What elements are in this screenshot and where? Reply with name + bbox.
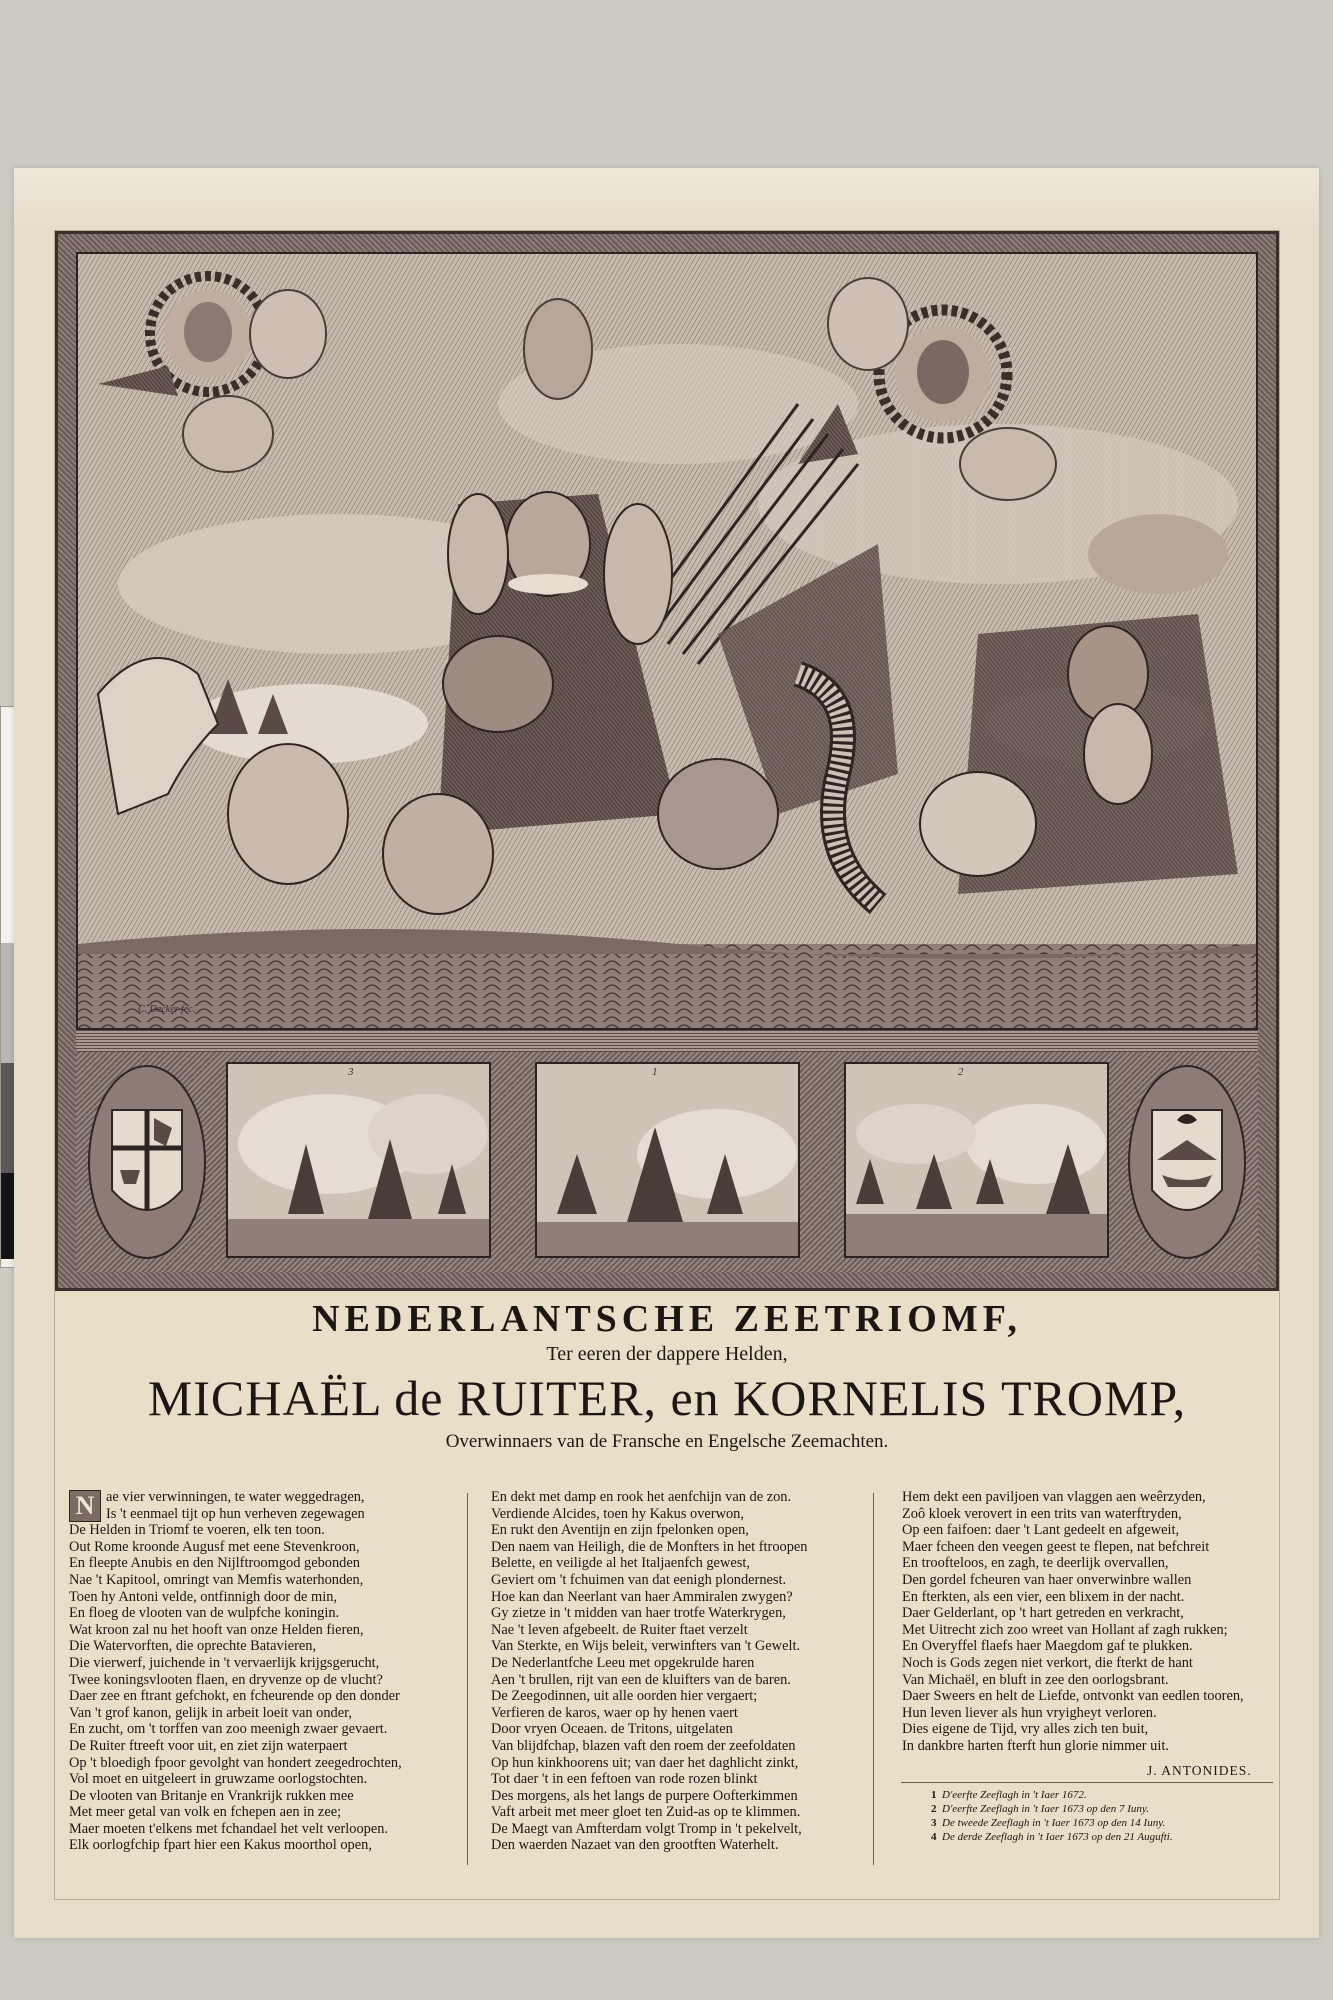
poem-line: Daer zee en ftrant gefchokt, en fcheurende op den donder — [69, 1688, 400, 1705]
poem-line: De Zeegodinnen, uit alle oorden hier vergaert; — [491, 1688, 758, 1705]
poem-column-1 — [69, 1489, 402, 1854]
note-text: D'eerfte Zeeflagh in 't Iaer 1673 op den 7 Iuny. — [942, 1803, 1149, 1815]
poem-line: Verfieren de karos, waer op hy henen vaert — [491, 1704, 738, 1721]
note-number: 2 — [931, 1803, 937, 1815]
poem-line: Op 't bloedigh fpoor gevolght van hondert zeegedrochten, — [69, 1754, 402, 1771]
poem-line: En dekt met damp en rook het aenfchijn van de zon. — [491, 1489, 792, 1505]
poem-line: Out Rome kroonde Augusf met eene Stevenkroon, — [69, 1538, 360, 1555]
poem-line: Gy zietze in 't midden van haer trotfe Waterkrygen, — [491, 1605, 786, 1622]
main-allegorical-engraving — [76, 252, 1258, 1030]
poem-line: Met meer getal van volk en fchepen aen in zee; — [69, 1804, 342, 1821]
battle-notes — [931, 1788, 1173, 1844]
poem-line: Aen 't brullen, rijt van een de kluifters van de baren. — [491, 1671, 791, 1688]
note-item — [931, 1830, 1173, 1844]
poem-line: En fleepte Anubis en den Nijlftroomgod gebonden — [69, 1555, 360, 1572]
poem-line: In dankbre harten fterft hun glorie nimmer uit. — [902, 1737, 1169, 1754]
note-text: De tweede Zeeflagh in 't Iaer 1673 op den 14 Iuny. — [942, 1817, 1166, 1829]
poem-line: En troofteloos, en zagh, te deerlijk overvallen, — [902, 1555, 1169, 1572]
poem-line: Den waerden Nazaet van den grootften Waterhelt. — [491, 1837, 779, 1854]
column-divider — [873, 1493, 874, 1865]
poem-line: Die vierwerf, juichende in 't vervaerlijk krijgsgerucht, — [69, 1654, 380, 1671]
note-number: 3 — [931, 1817, 937, 1829]
engraver-signature: C. Decker fec. — [138, 1004, 196, 1015]
poem-line: Op een faifoen: daer 't Lant gedeelt en afgeweit, — [902, 1522, 1180, 1539]
left-coat-of-arms — [82, 1060, 212, 1264]
poem-line: En fterkten, als een vier, een blixem in der nacht. — [902, 1588, 1185, 1605]
battle-vignette-1672 — [535, 1062, 800, 1258]
poem-line: Elk oorlogfchip fpart hier een Kakus moorthol open, — [69, 1837, 372, 1854]
poem-column-3 — [902, 1489, 1244, 1755]
poem-line: Maer fcheen den veegen geest te flepen, nat befchreit — [902, 1538, 1210, 1555]
note-text: De derde Zeeflagh in 't Iaer 1673 op den 21 Augufti. — [942, 1831, 1173, 1843]
poem-line: Hem dekt een paviljoen van vlaggen aen weêrzyden, — [902, 1489, 1206, 1505]
poem-line: En Overyffel flaefs haer Maegdom gaf te plukken. — [902, 1638, 1193, 1655]
poem-line: En floeg de vlooten van de wulpfche koningin. — [69, 1605, 340, 1622]
poem-line: De Ruiter ftreeft voor uit, en ziet zijn waterpaert — [69, 1737, 348, 1754]
poem-line: Van 't grof kanon, gelijk in arbeit loeit van onder, — [69, 1704, 352, 1721]
poem-column-2 — [491, 1489, 808, 1854]
poem-line: Is 't eenmael tijt op hun verheven zegewagen — [106, 1505, 365, 1522]
note-item — [931, 1788, 1173, 1802]
notes-divider — [901, 1782, 1273, 1783]
engraving-plate — [55, 231, 1279, 1291]
poem-line: Van blijdfchap, blazen vaft den roem der zeefoldaten — [491, 1737, 796, 1754]
poem-line: Twee koningsvlooten flaen, en dryvenze op de vlucht? — [69, 1671, 383, 1688]
poem-line: De vlooten van Britanje en Vrankrijk rukken mee — [69, 1787, 354, 1804]
note-item — [931, 1802, 1173, 1816]
poem-line: Die Watervorften, die oprechte Batavieren, — [69, 1638, 317, 1655]
note-text: D'eerfte Zeeflagh in 't Iaer 1672. — [942, 1789, 1087, 1801]
sheet-top-edge — [14, 168, 1319, 228]
poem-line: Hun leven liever als hun vryigheyt verloren. — [902, 1704, 1157, 1721]
poem-line: De Helden in Triomf te voeren, elk ten toon. — [69, 1522, 325, 1539]
drop-capital: N — [69, 1490, 101, 1522]
battle-vignettes-row — [76, 1052, 1258, 1272]
poem-line: Belette, en veiligde al het Italjaenfch gewest, — [491, 1555, 750, 1572]
dedication-line: Ter eeren der dappere Helden, — [546, 1343, 788, 1365]
triumph-scene-illustration — [78, 254, 1256, 1028]
vignette-number: 2 — [958, 1066, 964, 1078]
poem-line: Zoô kloek verovert in een trits van waterftryden, — [902, 1505, 1182, 1522]
poem-line: Geviert om 't fchuimen van dat eenigh plondernest. — [491, 1571, 787, 1588]
poem-line: Toen hy Antoni velde, ontfinnigh door de min, — [69, 1588, 337, 1605]
paper-sheet — [14, 168, 1319, 1938]
poem-line: Hoe kan dan Neerlant van haer Ammiralen zwygen? — [491, 1588, 793, 1605]
battle-vignette-1673-first — [844, 1062, 1109, 1258]
note-number: 4 — [931, 1831, 937, 1843]
poem-line: Nae 't leven afgebeelt. de Ruiter ftaet verzelt — [491, 1621, 748, 1638]
poem-line: Met Uitrecht zich zoo wreet van Hollant af zagh rukken; — [902, 1621, 1228, 1638]
stone-ledge — [76, 1030, 1258, 1054]
note-item — [931, 1816, 1173, 1830]
poem-line: Noch is Gods zegen niet verkort, die fterkt de hant — [902, 1654, 1193, 1671]
note-number: 1 — [931, 1789, 937, 1801]
poem-line: De Nederlantfche Leeu met opgekrulde haren — [491, 1654, 755, 1671]
poem-line: En rukt den Aventijn en zijn fpelonken open, — [491, 1522, 749, 1539]
right-coat-of-arms — [1122, 1060, 1252, 1264]
poem-line: Den naem van Heiligh, die de Monfters in het ftroopen — [491, 1538, 808, 1555]
poem-line: Op hun kinkhoorens uit; van daer het daghlicht zinkt, — [491, 1754, 799, 1771]
poem-line: Daer Gelderlant, op 't hart getreden en verkracht, — [902, 1605, 1184, 1622]
main-title: NEDERLANTSCHE ZEETRIOMF, — [312, 1298, 1022, 1340]
poem-line: Maer moeten t'elkens met fchandael het velt verloopen. — [69, 1820, 389, 1837]
poem-line: Van Michaël, en bluft in zee den oorlogsbrant. — [902, 1671, 1169, 1688]
poem-line: Vaft arbeit met meer gloet ten Zuid-as op te klimmen. — [491, 1804, 801, 1821]
poem-line: Dies eigene de Tijd, vry alles zich ten buit, — [902, 1721, 1149, 1738]
poem-line: Door vryen Oceaen. de Tritons, uitgelaten — [491, 1721, 733, 1738]
poem-line: Nae 't Kapitool, omringt van Memfis waterhonden, — [69, 1571, 364, 1588]
poem-line: Wat kroon zal nu het hooft van onze Helden fieren, — [69, 1621, 364, 1638]
heroes-names: MICHAËL de RUITER, en KORNELIS TROMP, — [147, 1370, 1187, 1426]
poem-line: Verdiende Alcides, toen hy Kakus overwon, — [491, 1505, 744, 1522]
poem-line: De Maegt van Amfterdam volgt Tromp in 't pekelvelt, — [491, 1820, 802, 1837]
poem-line: Vol moet en uitgeleert in gruwzame oorlogstochten. — [69, 1771, 368, 1788]
printed-broadsheet — [54, 230, 1280, 1900]
vignette-number: 1 — [652, 1066, 658, 1078]
poem-line: En zucht, om 't torffen van zoo meenigh zwaer gevaert. — [69, 1721, 388, 1738]
author-signature: J. ANTONIDES. — [1147, 1763, 1252, 1778]
battle-vignette-1673-second — [226, 1062, 491, 1258]
subtitle-line: Overwinnaers van de Fransche en Engelsche Zeemachten. — [445, 1431, 889, 1452]
poem-line: Tot daer 't in een feftoen van rode rozen blinkt — [491, 1771, 758, 1788]
poem-line: Den gordel fcheuren van haer onverwinbre wallen — [902, 1571, 1192, 1588]
vignette-number: 3 — [348, 1066, 354, 1078]
poem-line: Des morgens, als het langs de purpere Oofterkimmen — [491, 1787, 798, 1804]
poem-line: Van Sterkte, en Wijs beleit, verwinfters van 't Gewelt. — [491, 1638, 801, 1655]
column-divider — [467, 1493, 468, 1865]
poem-line: Daer Sweers en helt de Liefde, ontvonkt van eedlen tooren, — [902, 1688, 1244, 1705]
poem-line: ae vier verwinningen, te water weggedragen, — [106, 1489, 365, 1505]
